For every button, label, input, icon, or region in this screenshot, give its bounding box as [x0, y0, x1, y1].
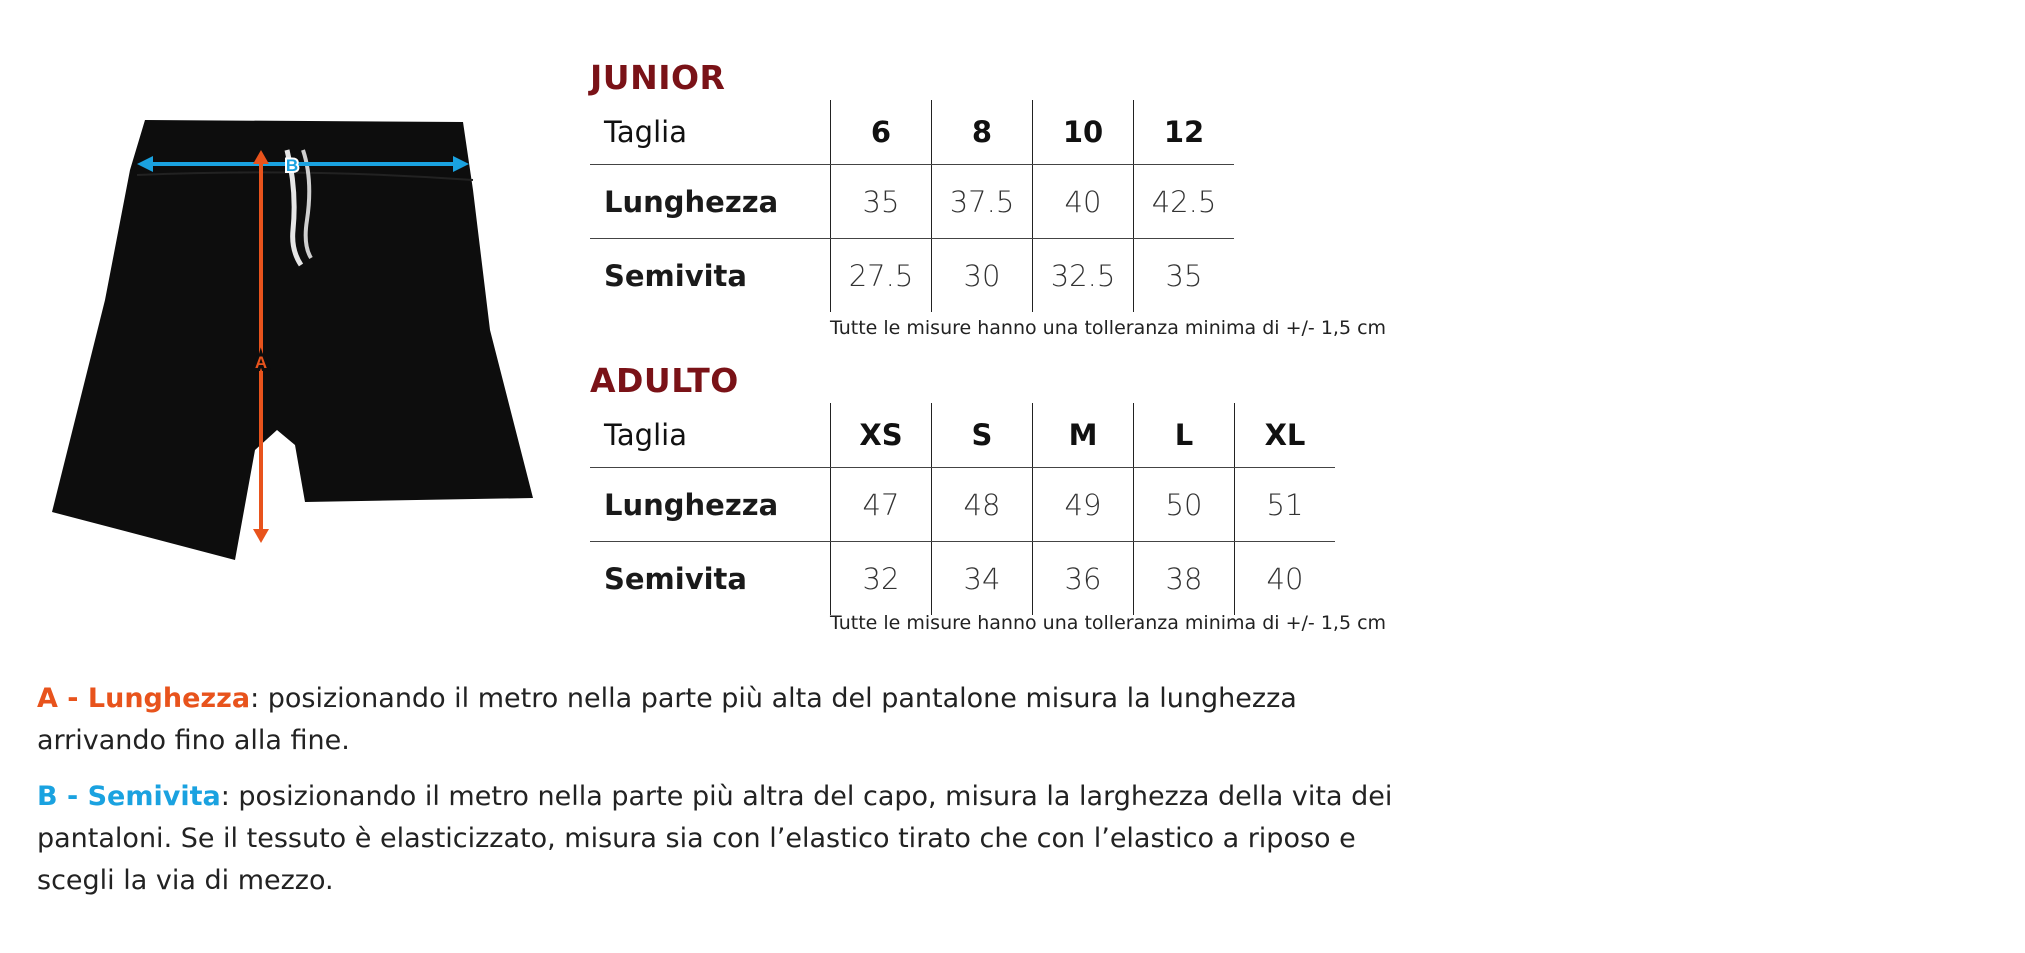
row-label: Taglia — [590, 403, 831, 468]
value-cell: 50 — [1134, 468, 1235, 542]
length-text: : posizionando il metro nella parte più alta del pantalone misura la lunghezza arrivando fino alla fine. — [37, 683, 1297, 756]
value-cell: 35 — [831, 165, 932, 239]
value-cell: 49 — [1033, 468, 1134, 542]
table-row — [590, 468, 1335, 542]
label-a: A — [254, 353, 268, 372]
adulto-size-table — [590, 403, 1335, 615]
adulto-title: ADULTO — [590, 361, 739, 400]
junior-size-table — [590, 100, 1234, 312]
row-label: Lunghezza — [590, 468, 831, 542]
row-label: Lunghezza — [590, 165, 831, 239]
table-row — [590, 542, 1335, 616]
length-description — [37, 678, 1397, 762]
size-cell: XS — [831, 403, 932, 468]
value-cell: 30 — [932, 239, 1033, 313]
junior-tolerance-note: Tutte le misure hanno una tolleranza minima di +/- 1,5 cm — [830, 317, 1387, 339]
value-cell: 48 — [932, 468, 1033, 542]
table-row — [590, 239, 1234, 313]
value-cell: 27.5 — [831, 239, 932, 313]
waist-text: : posizionando il metro nella parte più altra del capo, misura la larghezza della vita dei pantaloni. Se il tessuto è elasticizzato, misura sia con l’elastico tirato che con l’elastico a riposo e scegli la via di mezzo. — [37, 781, 1393, 896]
value-cell: 35 — [1134, 239, 1235, 313]
value-cell: 32.5 — [1033, 239, 1134, 313]
size-cell: 12 — [1134, 100, 1235, 165]
value-cell: 34 — [932, 542, 1033, 616]
adulto-tolerance-note: Tutte le misure hanno una tolleranza minima di +/- 1,5 cm — [830, 612, 1387, 634]
value-cell: 40 — [1033, 165, 1134, 239]
size-cell: 10 — [1033, 100, 1134, 165]
value-cell: 40 — [1235, 542, 1336, 616]
size-cell: S — [932, 403, 1033, 468]
size-cell: 6 — [831, 100, 932, 165]
value-cell: 32 — [831, 542, 932, 616]
size-cell: M — [1033, 403, 1134, 468]
value-cell: 38 — [1134, 542, 1235, 616]
shorts-illustration — [45, 100, 565, 560]
table-row — [590, 100, 1234, 165]
value-cell: 47 — [831, 468, 932, 542]
size-cell: 8 — [932, 100, 1033, 165]
length-key: A - Lunghezza — [37, 683, 251, 714]
waist-description — [37, 776, 1397, 902]
table-row — [590, 403, 1335, 468]
table-row — [590, 165, 1234, 239]
value-cell: 51 — [1235, 468, 1336, 542]
row-label: Semivita — [604, 258, 747, 293]
size-cell: XL — [1235, 403, 1336, 468]
value-cell: 42.5 — [1134, 165, 1235, 239]
row-label: Semivita — [604, 561, 747, 596]
size-cell: L — [1134, 403, 1235, 468]
row-label: Taglia — [590, 100, 831, 165]
label-b: B — [285, 156, 299, 175]
value-cell: 37.5 — [932, 165, 1033, 239]
waist-key: B - Semivita — [37, 781, 221, 812]
value-cell: 36 — [1033, 542, 1134, 616]
junior-title: JUNIOR — [590, 58, 726, 97]
